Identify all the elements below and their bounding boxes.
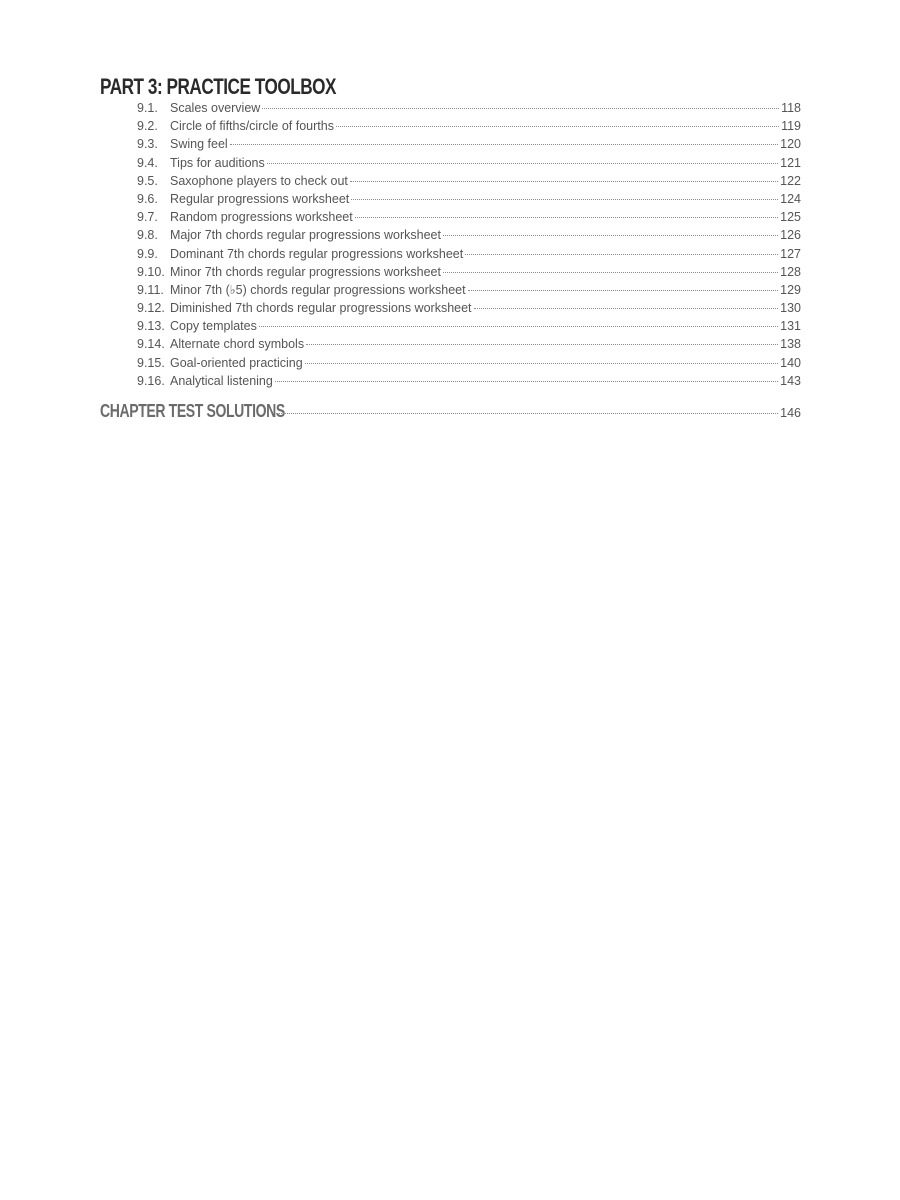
dot-leader: [262, 108, 779, 109]
toc-entry-number: 9.8.: [137, 228, 158, 243]
dot-leader: [275, 381, 778, 382]
toc-entry[interactable]: [137, 335, 801, 353]
toc-entry-title: Swing feel: [170, 137, 228, 152]
toc-entry-page: 143: [780, 373, 801, 388]
toc-entry-number: 9.9.: [137, 246, 158, 261]
toc-entry-title: Goal-oriented practicing: [170, 355, 303, 370]
toc-entry-page: 127: [780, 246, 801, 261]
toc-entry-page: 130: [780, 301, 801, 316]
toc-entry-title: Alternate chord symbols: [170, 337, 305, 352]
toc-entry-number: 9.4.: [137, 155, 158, 170]
toc-entry-number: 9.13.: [137, 319, 165, 334]
toc-entry-page: 119: [781, 119, 801, 134]
toc-entry[interactable]: [137, 281, 801, 299]
dot-leader: [474, 308, 779, 309]
toc-entry-page: 125: [780, 210, 801, 225]
toc-entry[interactable]: [137, 208, 801, 226]
toc-entry-number: 9.2.: [137, 119, 158, 134]
dot-leader: [350, 181, 778, 182]
part-heading: PART 3: PRACTICE TOOLBOX: [100, 74, 337, 99]
toc-entry[interactable]: [137, 172, 801, 190]
toc-entry-title: Minor 7th (♭5) chords regular progressions worksheet: [170, 282, 466, 297]
toc-entry[interactable]: [137, 263, 801, 281]
toc-entry[interactable]: [137, 245, 801, 263]
toc-entry[interactable]: [137, 299, 801, 317]
toc-entry[interactable]: [137, 317, 801, 335]
dot-leader: [443, 235, 778, 236]
dot-leader: [305, 363, 778, 364]
toc-entry[interactable]: [137, 190, 801, 208]
toc-entry-title: Analytical listening: [170, 373, 273, 388]
toc-entry-number: 9.12.: [137, 301, 165, 316]
toc-entry-page: 126: [780, 228, 801, 243]
toc-entry[interactable]: [137, 117, 801, 135]
toc-entry-title: Minor 7th chords regular progressions worksheet: [170, 264, 441, 279]
toc-entry-number: 9.5.: [137, 173, 158, 188]
toc-entry[interactable]: [137, 135, 801, 153]
dot-leader: [468, 290, 779, 291]
toc-entry-title: Regular progressions worksheet: [170, 191, 350, 206]
toc-entry-number: 9.16.: [137, 373, 165, 388]
chapter-title: CHAPTER TEST SOLUTIONS: [100, 401, 285, 421]
toc-entry-page: 118: [781, 101, 801, 115]
toc-entry-page: 138: [780, 337, 801, 352]
toc-entry-title: Saxophone players to check out: [170, 173, 348, 188]
dot-leader: [230, 144, 778, 145]
toc-entry-page: 128: [780, 264, 801, 279]
dot-leader: [351, 199, 778, 200]
toc-entry[interactable]: [137, 226, 801, 244]
dot-leader: [336, 126, 779, 127]
dot-leader: [306, 344, 778, 345]
toc-entry[interactable]: [137, 154, 801, 172]
toc-entry-page: 129: [780, 282, 801, 297]
toc-entry-number: 9.14.: [137, 337, 165, 352]
toc-entry-number: 9.15.: [137, 355, 165, 370]
toc-entry-title: Scales overview: [170, 101, 261, 115]
toc-entry-page: 124: [780, 191, 801, 206]
dot-leader: [355, 217, 778, 218]
toc-entry-title: Diminished 7th chords regular progressions worksheet: [170, 301, 472, 316]
toc-entry-title: Dominant 7th chords regular progressions worksheet: [170, 246, 464, 261]
toc-entry-page: 131: [780, 319, 801, 334]
toc-entry-number: 9.3.: [137, 137, 158, 152]
toc-entry-page: 122: [780, 173, 801, 188]
toc-entry-number: 9.7.: [137, 210, 158, 225]
toc-entry-title: Copy templates: [170, 319, 257, 334]
toc-entry-page: 121: [780, 155, 801, 170]
toc-entry-number: 9.6.: [137, 191, 158, 206]
toc-entry-title: Major 7th chords regular progressions worksheet: [170, 228, 441, 243]
dot-leader: [276, 413, 778, 414]
toc-entry-title: Random progressions worksheet: [170, 210, 353, 225]
toc-entry-number: 9.10.: [137, 264, 165, 279]
dot-leader: [267, 163, 778, 164]
chapter-entry[interactable]: [100, 401, 801, 422]
toc-list: [137, 99, 801, 390]
toc-entry[interactable]: [137, 99, 801, 117]
toc-entry-page: 120: [780, 137, 801, 152]
chapter-page: 146: [780, 406, 801, 420]
toc-entry-title: Tips for auditions: [170, 155, 265, 170]
toc-entry-page: 140: [780, 355, 801, 370]
toc-entry[interactable]: [137, 354, 801, 372]
toc-entry[interactable]: [137, 372, 801, 390]
toc-entry-number: 9.11.: [137, 282, 164, 297]
dot-leader: [443, 272, 778, 273]
dot-leader: [465, 254, 778, 255]
dot-leader: [259, 326, 778, 327]
toc-entry-title: Circle of fifths/circle of fourths: [170, 119, 334, 134]
toc-entry-number: 9.1.: [137, 101, 158, 115]
